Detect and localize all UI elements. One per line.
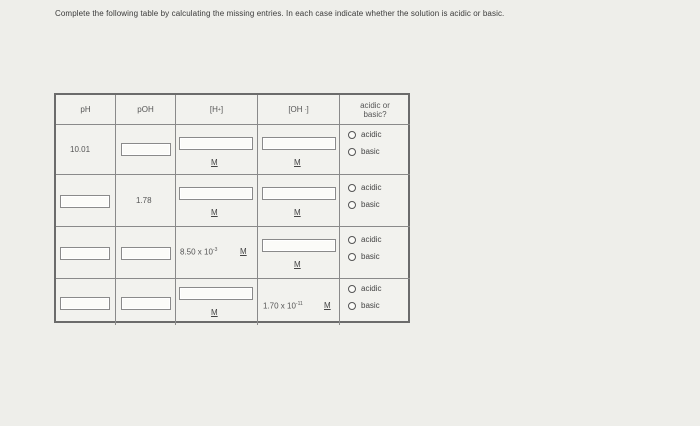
row1-acidic-option[interactable]: acidic bbox=[348, 130, 381, 139]
header-h-concentration: [H + ] bbox=[176, 95, 258, 125]
row4-acidic-option[interactable]: acidic bbox=[348, 284, 381, 293]
row2-oh-cell bbox=[258, 175, 340, 227]
radio-button[interactable] bbox=[348, 302, 356, 310]
header-acidic-or-basic: acidic or basic? bbox=[340, 95, 410, 125]
row3-h-value: 8.50 x $10^{-3}$ bbox=[180, 247, 218, 257]
row3-basic-option[interactable]: basic bbox=[348, 252, 380, 261]
row1-ph-value: 10.01 bbox=[70, 145, 91, 154]
radio-button[interactable] bbox=[348, 285, 356, 293]
row2-acid-base-cell bbox=[340, 175, 410, 227]
row1-oh-input[interactable] bbox=[262, 137, 336, 150]
row2-poh-cell bbox=[116, 175, 176, 227]
row2-acidic-option[interactable]: acidic bbox=[348, 183, 381, 192]
row3-oh-input[interactable] bbox=[262, 239, 336, 252]
row3-h-cell bbox=[176, 227, 258, 279]
row3-ph-input[interactable] bbox=[60, 247, 110, 260]
row4-ph-cell bbox=[56, 279, 116, 325]
row2-basic-option[interactable]: basic bbox=[348, 200, 380, 209]
row4-oh-value: 1.70 x $10^{-11}$ bbox=[263, 301, 303, 311]
row3-ph-cell bbox=[56, 227, 116, 279]
row2-poh-value: 1.78 bbox=[136, 196, 152, 205]
row1-h-unit: M bbox=[211, 158, 218, 167]
row2-ph-input[interactable] bbox=[60, 195, 110, 208]
row2-ph-cell bbox=[56, 175, 116, 227]
radio-button[interactable] bbox=[348, 236, 356, 244]
row1-ph-cell bbox=[56, 125, 116, 175]
row3-poh-cell bbox=[116, 227, 176, 279]
row4-basic-option[interactable]: basic bbox=[348, 301, 380, 310]
row4-poh-input[interactable] bbox=[121, 297, 171, 310]
row3-h-unit: M bbox=[240, 247, 247, 256]
row1-poh-cell bbox=[116, 125, 176, 175]
row1-poh-input[interactable] bbox=[121, 143, 171, 156]
row2-h-cell bbox=[176, 175, 258, 227]
row1-oh-cell bbox=[258, 125, 340, 175]
row3-oh-unit: M bbox=[294, 260, 301, 269]
row2-oh-input[interactable] bbox=[262, 187, 336, 200]
row3-acidic-option[interactable]: acidic bbox=[348, 235, 381, 244]
instructions-text: Complete the following table by calculating the missing entries. In each case indicate whether the solution is acidic or basic. bbox=[55, 9, 505, 18]
radio-button[interactable] bbox=[348, 201, 356, 209]
row4-h-unit: M bbox=[211, 308, 218, 317]
radio-button[interactable] bbox=[348, 131, 356, 139]
row4-oh-unit: M bbox=[324, 301, 331, 310]
row4-poh-cell bbox=[116, 279, 176, 325]
row1-h-input[interactable] bbox=[179, 137, 253, 150]
row4-oh-cell bbox=[258, 279, 340, 325]
row2-h-unit: M bbox=[211, 208, 218, 217]
header-poh: pOH bbox=[116, 95, 176, 125]
row1-oh-unit: M bbox=[294, 158, 301, 167]
row2-h-input[interactable] bbox=[179, 187, 253, 200]
header-oh-concentration: [OH - ] bbox=[258, 95, 340, 125]
row3-oh-cell bbox=[258, 227, 340, 279]
row4-acid-base-cell bbox=[340, 279, 410, 325]
row4-h-input[interactable] bbox=[179, 287, 253, 300]
row3-acid-base-cell bbox=[340, 227, 410, 279]
row3-poh-input[interactable] bbox=[121, 247, 171, 260]
row2-oh-unit: M bbox=[294, 208, 301, 217]
radio-button[interactable] bbox=[348, 253, 356, 261]
row1-h-cell bbox=[176, 125, 258, 175]
ph-table bbox=[54, 93, 410, 323]
radio-button[interactable] bbox=[348, 148, 356, 156]
radio-button[interactable] bbox=[348, 184, 356, 192]
row1-basic-option[interactable]: basic bbox=[348, 147, 380, 156]
row4-h-cell bbox=[176, 279, 258, 325]
row4-ph-input[interactable] bbox=[60, 297, 110, 310]
header-ph: pH bbox=[56, 95, 116, 125]
row1-acid-base-cell bbox=[340, 125, 410, 175]
